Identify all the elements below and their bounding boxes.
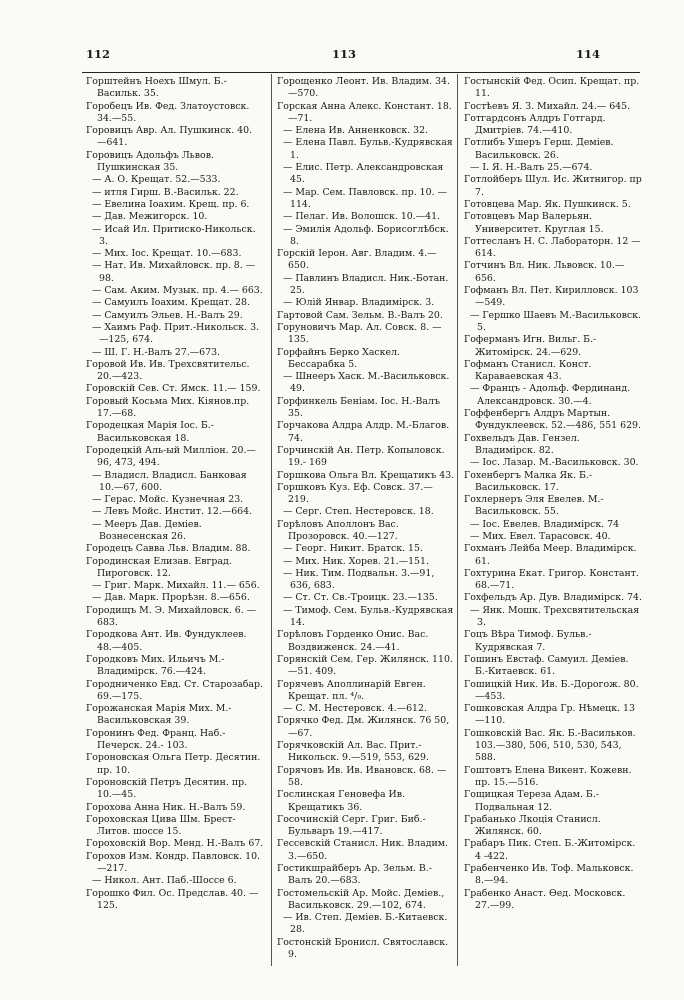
- directory-entry: Госочинскій Серг. Григ. Биб.-Бульваръ 19.—417.: [277, 813, 426, 838]
- directory-entry: — Елена Павл. Бульв.-Кудрявская 1.: [283, 137, 453, 161]
- directory-entry: Готлибъ Ушеръ Герш. Деміев. Васильковск. 26.: [464, 137, 614, 161]
- directory-entry: Горовицъ Авр. Ал. Пушкинск. 40. —641.: [86, 125, 253, 149]
- directory-entry: Горѣловъ Горденко Онис. Вас. Воздвиженск. 24.—41.: [277, 629, 429, 653]
- directory-entry: — Дав. Марк. Прорѣзн. 8.—656.: [92, 592, 250, 604]
- directory-entry: Гофманъ Станисл. Конст. Караваевская 43.: [464, 358, 592, 383]
- directory-entry: Горшкова Ольга Вл. Крещатикъ 43.: [277, 469, 455, 481]
- directory-entry: Гохенбергъ Малка Як. Б.-Васильковск. 17.: [464, 469, 592, 493]
- page-number-right: 114: [576, 47, 601, 61]
- directory-entry: Готчинъ Вл. Ник. Львовск. 10.— 656.: [464, 260, 625, 284]
- directory-column-3: [464, 76, 642, 912]
- directory-entry: — С. М. Нестеровск. 4.—612.: [283, 703, 427, 715]
- directory-entry: — Гершко Шаевъ М.-Васильковск. 5.: [470, 309, 642, 333]
- directory-entry: Гостикшрайберъ Ар. Зельм. В.-Валъ 20.—683.: [277, 863, 432, 887]
- directory-entry: Городецкая Марія Іос. Б.-Васильковская 18.: [86, 420, 214, 444]
- directory-entry: Гессевскій Станисл. Ник. Владим. 3.—650.: [277, 838, 449, 862]
- directory-entry: Горфинкель Беніам. Іос. Н.-Валъ 35.: [277, 395, 440, 420]
- directory-entry: Гостомельскій Ар. Мойс. Деміев., Васильковск. 29.—102, 674.: [277, 887, 445, 911]
- directory-entry: Гошковская Алдра Гр. Нѣмецк. 13 —110.: [464, 703, 635, 727]
- directory-entry: Готлойберъ Шул. Ис. Житнигор. пр 7.: [464, 174, 642, 198]
- directory-entry: — Елис. Петр. Александровская 45.: [283, 162, 444, 186]
- directory-entry: — Пелаг. Ив. Волошск. 10.—41.: [283, 211, 441, 223]
- directory-entry: Гохфельдъ Ар. Дув. Владимірск. 74.: [464, 592, 642, 604]
- directory-entry: Гостѣевъ Я. З. Михайл. 24.— 645.: [464, 100, 631, 112]
- directory-entry: Горовицъ Адольфъ Львов. Пушкинская 35.: [86, 149, 214, 174]
- directory-entry: Горовой Ив. Ив. Трехсвятительс. 20.—423.: [86, 358, 250, 383]
- directory-entry: Гофманъ Вл. Пет. Кирилловск. 103 —549.: [464, 285, 639, 309]
- directory-entry: Грабаръ Пик. Степ. Б.-Житомірск. 4 -422.: [464, 838, 636, 862]
- directory-entry: — Евелина Іоахим. Крещ. пр. 6.: [92, 198, 250, 210]
- directory-entry: Горохов Изм. Кондр. Павловск. 10.—217.: [86, 850, 261, 874]
- directory-entry: Гохтурина Екат. Григор. Констант. 68.—71.: [464, 567, 639, 592]
- directory-entry: — Исай Ил. Притиско-Никольск. 3.: [92, 223, 256, 247]
- directory-entry: — Эмилія Адольф. Борисоглѣбск. 8.: [283, 223, 449, 247]
- directory-entry: Гоффенбергъ Алдръ Мартын. Фундуклеевск. 52.—486, 551 629.: [464, 408, 641, 432]
- directory-entry: — Нат. Ив. Михайловск. пр. 8. — 98.: [92, 260, 256, 284]
- directory-entry: Горячевъ Аполлинарій Евген. Крещат. пл. ⁴/₉.: [277, 678, 426, 702]
- directory-entry: — Іос. Евелев. Владимірск. 74: [470, 518, 620, 530]
- directory-entry: — Шнееръ Хаск. М.-Васильковск. 49.: [283, 371, 450, 395]
- directory-entry: Горянскій Сем. Гер. Жилянск. 110.—51. 409.: [277, 653, 453, 678]
- directory-entry: — Юлій Январ. Владимірск. 3.: [283, 297, 435, 309]
- directory-column-2: [277, 76, 455, 961]
- directory-entry: Городецъ Савва Льв. Владим. 88.: [86, 543, 251, 555]
- directory-entry: — Францъ - Адольф. Фердинанд. Александровск. 30.—4.: [470, 383, 631, 407]
- directory-entry: — итля Гирш. В.-Васильк. 22.: [92, 186, 239, 198]
- directory-entry: Горовый Косьма Мих. Кіянов.пр. 17.—68.: [86, 395, 250, 420]
- directory-entry: Гостынскій Фед. Осип. Крещат. пр. 11.: [464, 76, 640, 100]
- directory-entry: Горощенко Леонт. Ив. Владим. 34.—570.: [277, 76, 450, 100]
- directory-entry: Городинская Елизав. Евград. Пироговск. 12.: [86, 555, 232, 579]
- directory-entry: — Янк. Мошк. Трехсвятительская 3.: [470, 604, 640, 629]
- directory-entry: — Левъ Мойс. Инстит. 12.—664.: [92, 506, 253, 518]
- directory-entry: Горштейнъ Ноехъ Шмул. Б.-Васильк. 35.: [86, 76, 227, 100]
- directory-entry: Городковъ Мих. Ильичъ М.-Владимірск. 76.—424.: [86, 653, 225, 678]
- directory-entry: — Ст. Ст. Св.-Троицк. 23.—135.: [283, 592, 438, 604]
- directory-entry: — Никол. Ант. Паб.-Шоссе 6.: [92, 875, 237, 887]
- directory-entry: — Тимоф. Сем. Бульв.-Кудрявская 14.: [283, 604, 454, 629]
- directory-entry: — Мих. Ник. Хорев. 21.—151.: [283, 555, 429, 567]
- column-divider: [457, 74, 458, 966]
- directory-entry: — Герас. Мойс. Кузнечная 23.: [92, 494, 244, 506]
- directory-entry: Гороховская Цива Шм. Брест-Литов. шоссе 15.: [86, 813, 236, 838]
- directory-entry: Гоцъ Вѣра Тимоф. Бульв.-Кудрявская 7.: [464, 629, 592, 653]
- directory-entry: Горуновичъ Мар. Ал. Совск. 8. —135.: [277, 321, 442, 346]
- directory-entry: — Самуилъ Іоахим. Крещат. 28.: [92, 297, 250, 309]
- directory-entry: Готтесланъ Н. С. Лабораторн. 12 —614.: [464, 235, 641, 260]
- header-rule: [82, 72, 640, 73]
- directory-entry: — Серг. Степ. Нестеровск. 18.: [283, 506, 434, 518]
- column-divider: [271, 74, 272, 966]
- directory-entry: — Дав. Межигорск. 10.: [92, 211, 208, 223]
- directory-entry: — А. О. Крещат. 52.—533.: [92, 174, 221, 186]
- directory-entry: — Ив. Степ. Деміев. Б.-Китаевск. 28.: [283, 912, 448, 936]
- page-number-left: 112: [86, 47, 111, 61]
- directory-entry: — Сам. Аким. Музык. пр. 4.— 663.: [92, 285, 263, 297]
- directory-entry: — Ш. Г. Н.-Валъ 27.—673.: [92, 346, 221, 358]
- directory-entry: — І. Я. Н.-Валъ 25.—674.: [470, 162, 593, 174]
- directory-entry: Горовскій Сев. Ст. Ямск. 11.— 159.: [86, 383, 261, 395]
- directory-entry: Готгардсонъ Алдръ Готгард. Дмитріев. 74.—410.: [464, 112, 606, 137]
- directory-entry: — Георг. Никит. Братск. 15.: [283, 543, 423, 555]
- directory-entry: Гартовой Сам. Зельм. В.-Валъ 20.: [277, 309, 443, 321]
- directory-entry: Готовцева Мар. Як. Пушкинск. 5.: [464, 198, 631, 210]
- directory-entry: Гошицкій Ник. Ив. Б.-Дорогож. 80.—453.: [464, 678, 639, 702]
- directory-entry: Грабанько Лкоція Станисл. Жилянск. 60.: [464, 813, 601, 838]
- directory-entry: — Мееръ Дав. Деміев. Вознесенская 26.: [92, 518, 202, 542]
- directory-entry: Гослинская Геновефа Ив. Крещатикъ 36.: [277, 789, 405, 813]
- directory-entry: Гошинъ Евстаф. Самуил. Деміев. Б.-Китаевск. 61.: [464, 653, 629, 678]
- directory-entry: — Григ. Марк. Михайл. 11.— 656.: [92, 580, 260, 592]
- directory-entry: Гоферманъ Игн. Вильг. Б.-Житомірск. 24.—629.: [464, 334, 597, 358]
- directory-entry: Гохлернеръ Эля Евелев. М.-Васильковск. 55.: [464, 494, 604, 518]
- directory-entry: Грабенченко Ив. Тоф. Мальковск. 8.—94.: [464, 863, 634, 887]
- directory-entry: — Іос. Лазар. М.-Васильковск. 30.: [470, 457, 639, 469]
- directory-entry: Горячковскій Ал. Вас. Прит.-Никольск. 9.—519, 553, 629.: [277, 740, 429, 764]
- directory-entry: Гоштовтъ Елена Викент. Кожевн. пр. 15.—516.: [464, 764, 632, 788]
- directory-entry: Горожанская Марія Мих. М.-Васильковская 39.: [86, 703, 232, 727]
- directory-entry: — Павлинъ Владисл. Ник.-Ботан. 25.: [283, 272, 449, 297]
- directory-entry: — Мих. Іос. Крещат. 10.—683.: [92, 248, 242, 260]
- directory-entry: — Елена Ив. Анненковск. 32.: [283, 125, 429, 137]
- directory-entry: Гороновскій Петръ Десятин. пр. 10.—45.: [86, 776, 248, 801]
- directory-entry: — Мих. Евел. Тарасовск. 40.: [470, 530, 611, 542]
- directory-entry: Горобецъ Ив. Фед. Златоустовск. 34.—55.: [86, 100, 250, 124]
- directory-entry: Горѣловъ Аполлонъ Вас. Прозоровск. 40.—127.: [277, 518, 399, 542]
- directory-entry: — Мар. Сем. Павловск. пр. 10. —114.: [283, 186, 447, 210]
- directory-entry: — Владисл. Владисл. Банковая 10.—67, 600.: [92, 469, 247, 493]
- directory-entry: Городецкій Аль-ый Милліон. 20.— 96, 473, 494.: [86, 444, 256, 469]
- directory-entry: Горчакова Алдра Алдр. М.-Благов. 74.: [277, 420, 450, 444]
- directory-entry: Горячовъ Ив. Ив. Ивановск. 68. —58.: [277, 764, 447, 788]
- directory-entry: — Самуилъ Эльев. Н.-Валъ 29.: [92, 309, 243, 321]
- directory-entry: Гороновская Ольга Петр. Десятин. пр. 10.: [86, 752, 261, 776]
- directory-entry: Гороховскій Вор. Менд. Н.-Валъ 67.: [86, 838, 264, 850]
- directory-entry: Гошковскій Вас. Як. Б.-Васильков. 103.—380, 506, 510, 530, 543, 588.: [464, 727, 636, 764]
- directory-entry: Готовцевъ Мар Валерьян. Университет. Круглая 15.: [464, 211, 604, 235]
- directory-entry: Горфайнъ Берко Хаскел. Бессарабка 5.: [277, 346, 401, 370]
- directory-entry: Городищъ М. Э. Михайловск. 6. — 683.: [86, 604, 257, 629]
- directory-entry: Городкова Ант. Ив. Фундуклеев. 48.—405.: [86, 629, 247, 653]
- directory-entry: Гохманъ Лейба Меер. Владимірск. 61.: [464, 543, 637, 567]
- directory-entry: — Хаимъ Раф. Прит.-Никольск. 3.—125, 674.: [92, 321, 260, 346]
- directory-entry: Горонинъ Фед. Франц. Наб.-Печерск. 24.- 103.: [86, 727, 226, 752]
- directory-entry: Гощицкая Тереза Адам. Б.-Подвальная 12.: [464, 789, 599, 813]
- directory-entry: — Ник. Тим. Подвальн. 3.—91, 636, 683.: [283, 567, 435, 592]
- directory-entry: Горская Анна Алекс. Констант. 18.—71.: [277, 100, 452, 124]
- directory-entry: Гохвельдъ Дав. Гензел. Владимірск. 82.: [464, 432, 580, 456]
- directory-entry: Горшковъ Куз. Еф. Совск. 37.— 219.: [277, 481, 433, 506]
- directory-entry: Горохова Анна Ник. Н.-Валъ 59.: [86, 801, 246, 813]
- directory-entry: Грабенко Анаст. Ѳед. Московск. 27.—99.: [464, 887, 626, 911]
- directory-entry: Городниченко Евд. Ст. Старозабар. 69.—175.: [86, 678, 263, 702]
- directory-column-1: [86, 76, 264, 912]
- directory-entry: Гостонскій Бронисл. Святославск. 9.: [277, 936, 449, 961]
- directory-entry: Горячко Фед. Дм. Жилянск. 76 50,—67.: [277, 715, 450, 739]
- directory-entry: Горошко Фил. Ос. Предслав. 40. —125.: [86, 887, 259, 911]
- directory-entry: Горскій Іерон. Авг. Владим. 4.— 650.: [277, 248, 437, 272]
- page-number-middle: 113: [332, 47, 357, 61]
- directory-entry: Горчинскій Ан. Петр. Копыловск. 19.- 169: [277, 444, 445, 469]
